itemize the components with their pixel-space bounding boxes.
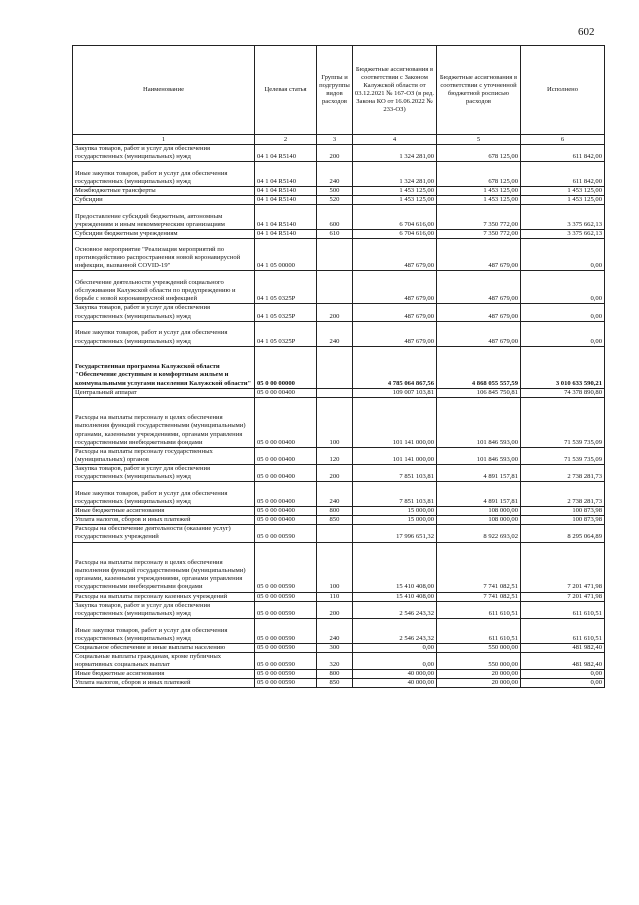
- row-target-code: 05 0 00 00590: [255, 542, 317, 592]
- row-execution: 3 375 662,13: [521, 230, 605, 239]
- table-row: [73, 346, 605, 388]
- column-index-row: [73, 135, 605, 145]
- row-name: Основное мероприятие "Реализация мероприятий по противодействию распространения новой коронавирусной инфекции, вызванной COVID-19": [73, 239, 255, 271]
- row-budget-law: 2 546 243,32: [353, 601, 437, 618]
- row-target-code: 04 1 05 0325Р: [255, 271, 317, 304]
- row-name: Иные бюджетные ассигнования: [73, 670, 255, 679]
- row-name: Субсидии бюджетным учреждениям: [73, 230, 255, 239]
- table-row: [73, 601, 605, 618]
- row-budget-refined: 4 891 157,81: [437, 464, 521, 481]
- row-name: Иные закупки товаров, работ и услуг для обеспечения государственных (муниципальных) нужд: [73, 482, 255, 507]
- row-group-code: [317, 239, 353, 271]
- row-budget-law: 40 000,00: [353, 670, 437, 679]
- row-group-code: 300: [317, 643, 353, 652]
- row-target-code: 05 0 00 00590: [255, 592, 317, 601]
- table-row: [73, 388, 605, 397]
- row-execution: 7 201 471,98: [521, 592, 605, 601]
- row-budget-law: 109 007 103,81: [353, 388, 437, 397]
- row-target-code: 04 1 04 R5140: [255, 230, 317, 239]
- row-name: Уплата налогов, сборов и иных платежей: [73, 679, 255, 688]
- row-budget-refined: 20 000,00: [437, 670, 521, 679]
- row-budget-refined: 487 679,00: [437, 239, 521, 271]
- row-budget-law: 7 851 103,81: [353, 482, 437, 507]
- row-group-code: 200: [317, 145, 353, 162]
- table-row: [73, 162, 605, 187]
- row-budget-law: 15 000,00: [353, 507, 437, 516]
- row-target-code: 05 0 00 00400: [255, 482, 317, 507]
- row-budget-law: 6 704 616,00: [353, 205, 437, 230]
- row-name: Социальное обеспечение и иные выплаты населению: [73, 643, 255, 652]
- row-execution: 100 873,98: [521, 507, 605, 516]
- row-budget-law: 101 141 000,00: [353, 397, 437, 447]
- row-target-code: 05 0 00 00400: [255, 507, 317, 516]
- row-budget-refined: 20 000,00: [437, 679, 521, 688]
- col-index: 1: [73, 135, 255, 145]
- row-group-code: 320: [317, 652, 353, 669]
- row-target-code: 04 1 04 R5140: [255, 145, 317, 162]
- row-budget-refined: 1 453 125,00: [437, 187, 521, 196]
- row-name: Государственная программа Калужской области "Обеспечение доступным и комфортным жильем и коммунальными услугами населения Калужской области": [73, 346, 255, 388]
- row-execution: 0,00: [521, 321, 605, 346]
- row-group-code: 600: [317, 205, 353, 230]
- row-name: Расходы на выплаты персоналу государственных (муниципальных) органов: [73, 447, 255, 464]
- row-budget-refined: 101 846 593,00: [437, 447, 521, 464]
- row-group-code: 610: [317, 230, 353, 239]
- row-group-code: [317, 525, 353, 542]
- row-budget-law: 487 679,00: [353, 321, 437, 346]
- row-group-code: 200: [317, 601, 353, 618]
- row-execution: 481 982,40: [521, 643, 605, 652]
- table-row: [73, 397, 605, 447]
- header-target: Целевая статья: [255, 46, 317, 135]
- row-target-code: 05 0 00 00000: [255, 346, 317, 388]
- row-budget-refined: 7 741 082,51: [437, 592, 521, 601]
- row-budget-law: 1 453 125,00: [353, 196, 437, 205]
- row-budget-law: 0,00: [353, 652, 437, 669]
- row-name: Закупка товаров, работ и услуг для обеспечения государственных (муниципальных) нужд: [73, 601, 255, 618]
- row-name: Иные закупки товаров, работ и услуг для обеспечения государственных (муниципальных) нужд: [73, 618, 255, 643]
- row-budget-refined: 8 922 693,02: [437, 525, 521, 542]
- row-target-code: 05 0 00 00400: [255, 397, 317, 447]
- row-target-code: 05 0 00 00590: [255, 652, 317, 669]
- table-row: [73, 187, 605, 196]
- row-budget-refined: 108 000,00: [437, 516, 521, 525]
- header-budget-law: Бюджетные ассигнования в соответствии с Законом Калужской области от 03.12.2021 № 167-ОЗ (в ред. Закона КО от 16.06.2022 № 233-ОЗ): [353, 46, 437, 135]
- row-name: Уплата налогов, сборов и иных платежей: [73, 516, 255, 525]
- table-row: [73, 679, 605, 688]
- row-budget-law: 487 679,00: [353, 304, 437, 321]
- row-execution: 74 378 890,80: [521, 388, 605, 397]
- row-group-code: 100: [317, 397, 353, 447]
- row-group-code: 100: [317, 542, 353, 592]
- row-execution: 481 982,40: [521, 652, 605, 669]
- row-execution: 0,00: [521, 304, 605, 321]
- header-budget-refined: Бюджетные ассигнования в соответствии с уточненной бюджетной росписью расходов: [437, 46, 521, 135]
- table-row: [73, 447, 605, 464]
- row-target-code: 04 1 05 00000: [255, 239, 317, 271]
- row-budget-law: 7 851 103,81: [353, 464, 437, 481]
- row-group-code: 500: [317, 187, 353, 196]
- row-budget-refined: 678 125,00: [437, 162, 521, 187]
- row-group-code: 850: [317, 516, 353, 525]
- table-row: [73, 482, 605, 507]
- row-budget-law: 1 324 281,00: [353, 162, 437, 187]
- row-group-code: 240: [317, 321, 353, 346]
- row-target-code: 05 0 00 00400: [255, 464, 317, 481]
- row-budget-refined: 1 453 125,00: [437, 196, 521, 205]
- row-budget-law: 2 546 243,32: [353, 618, 437, 643]
- table-row: [73, 507, 605, 516]
- row-execution: 71 539 735,09: [521, 447, 605, 464]
- row-execution: 1 453 125,00: [521, 187, 605, 196]
- row-budget-law: 487 679,00: [353, 271, 437, 304]
- row-name: Расходы на выплаты персоналу в целях обеспечения выполнения функций государственными (муниципальными) органами, казенными учреждениями, органами управления государственными внебюджетными фондами: [73, 397, 255, 447]
- row-budget-law: 0,00: [353, 643, 437, 652]
- col-index: 2: [255, 135, 317, 145]
- row-budget-refined: 101 846 593,00: [437, 397, 521, 447]
- row-target-code: 05 0 00 00400: [255, 447, 317, 464]
- row-group-code: 800: [317, 670, 353, 679]
- row-execution: 611 842,00: [521, 162, 605, 187]
- table-row: [73, 652, 605, 669]
- page-number: 602: [578, 26, 595, 38]
- table-row: [73, 321, 605, 346]
- header-group: Группы и подгруппы видов расходов: [317, 46, 353, 135]
- table-row: [73, 196, 605, 205]
- row-group-code: 520: [317, 196, 353, 205]
- row-execution: 100 873,98: [521, 516, 605, 525]
- row-group-code: 200: [317, 464, 353, 481]
- row-execution: 0,00: [521, 271, 605, 304]
- row-budget-law: 101 141 000,00: [353, 447, 437, 464]
- row-execution: 8 295 064,89: [521, 525, 605, 542]
- row-budget-law: 487 679,00: [353, 239, 437, 271]
- header-name: Наименование: [73, 46, 255, 135]
- row-execution: 0,00: [521, 239, 605, 271]
- table-row: [73, 239, 605, 271]
- row-budget-refined: 678 125,00: [437, 145, 521, 162]
- row-execution: 7 201 471,98: [521, 542, 605, 592]
- table-row: [73, 230, 605, 239]
- col-index: 3: [317, 135, 353, 145]
- row-name: Центральный аппарат: [73, 388, 255, 397]
- row-budget-law: 1 453 125,00: [353, 187, 437, 196]
- table-row: [73, 271, 605, 304]
- table-row: [73, 464, 605, 481]
- row-target-code: 04 1 04 R5140: [255, 196, 317, 205]
- row-budget-refined: 550 000,00: [437, 652, 521, 669]
- row-target-code: 05 0 00 00590: [255, 601, 317, 618]
- row-budget-law: 15 000,00: [353, 516, 437, 525]
- table-row: [73, 304, 605, 321]
- row-name: Закупка товаров, работ и услуг для обеспечения государственных (муниципальных) нужд: [73, 304, 255, 321]
- row-budget-refined: 487 679,00: [437, 304, 521, 321]
- row-name: Расходы на выплаты персоналу казенных учреждений: [73, 592, 255, 601]
- row-name: Социальные выплаты гражданам, кроме публичных нормативных социальных выплат: [73, 652, 255, 669]
- row-budget-refined: 611 610,51: [437, 618, 521, 643]
- row-target-code: 04 1 05 0325Р: [255, 321, 317, 346]
- table-row: [73, 516, 605, 525]
- row-name: Обеспечение деятельности учреждений социального обслуживания Калужской области по предупреждению и борьбе с новой коронавирусной инфекцией: [73, 271, 255, 304]
- row-execution: 2 738 281,73: [521, 482, 605, 507]
- table-header-row: [73, 46, 605, 135]
- row-budget-refined: 108 000,00: [437, 507, 521, 516]
- row-name: Расходы на обеспечение деятельности (оказание услуг) государственных учреждений: [73, 525, 255, 542]
- table-row: [73, 670, 605, 679]
- row-group-code: 850: [317, 679, 353, 688]
- row-budget-law: 40 000,00: [353, 679, 437, 688]
- row-target-code: 05 0 00 00590: [255, 670, 317, 679]
- row-name: Межбюджетные трансферты: [73, 187, 255, 196]
- col-index: 6: [521, 135, 605, 145]
- row-target-code: 05 0 00 00590: [255, 525, 317, 542]
- budget-table: [72, 45, 605, 688]
- row-execution: 71 539 735,09: [521, 397, 605, 447]
- row-budget-refined: 4 868 055 557,59: [437, 346, 521, 388]
- row-name: Иные закупки товаров, работ и услуг для обеспечения государственных (муниципальных) нужд: [73, 162, 255, 187]
- row-budget-refined: 7 350 772,00: [437, 230, 521, 239]
- row-group-code: 120: [317, 447, 353, 464]
- row-target-code: 05 0 00 00590: [255, 679, 317, 688]
- row-execution: 1 453 125,00: [521, 196, 605, 205]
- row-execution: 0,00: [521, 679, 605, 688]
- row-name: Закупка товаров, работ и услуг для обеспечения государственных (муниципальных) нужд: [73, 145, 255, 162]
- row-name: Закупка товаров, работ и услуг для обеспечения государственных (муниципальных) нужд: [73, 464, 255, 481]
- row-budget-law: 17 996 651,32: [353, 525, 437, 542]
- row-execution: 611 610,51: [521, 618, 605, 643]
- row-budget-refined: 487 679,00: [437, 271, 521, 304]
- row-group-code: 240: [317, 618, 353, 643]
- row-name: Иные закупки товаров, работ и услуг для обеспечения государственных (муниципальных) нужд: [73, 321, 255, 346]
- row-target-code: 05 0 00 00590: [255, 643, 317, 652]
- col-index: 5: [437, 135, 521, 145]
- row-group-code: 240: [317, 482, 353, 507]
- row-target-code: 05 0 00 00400: [255, 516, 317, 525]
- row-execution: 0,00: [521, 670, 605, 679]
- row-group-code: 200: [317, 304, 353, 321]
- table-row: [73, 145, 605, 162]
- row-execution: 3 375 662,13: [521, 205, 605, 230]
- row-execution: 611 610,51: [521, 601, 605, 618]
- row-budget-refined: 550 000,00: [437, 643, 521, 652]
- table-row: [73, 643, 605, 652]
- row-budget-refined: 611 610,51: [437, 601, 521, 618]
- row-group-code: [317, 346, 353, 388]
- row-name: Расходы на выплаты персоналу в целях обеспечения выполнения функций государственными (муниципальными) органами, казенными учреждениями, органами управления государственными внебюджетными фондами: [73, 542, 255, 592]
- row-group-code: 800: [317, 507, 353, 516]
- row-execution: 3 010 633 590,21: [521, 346, 605, 388]
- table-row: [73, 205, 605, 230]
- row-target-code: 05 0 00 00400: [255, 388, 317, 397]
- row-target-code: 04 1 04 R5140: [255, 162, 317, 187]
- row-budget-law: 15 410 408,00: [353, 542, 437, 592]
- row-budget-law: 1 324 281,00: [353, 145, 437, 162]
- table-row: [73, 592, 605, 601]
- row-name: Предоставление субсидий бюджетным, автономным учреждениям и иным некоммерческим организациям: [73, 205, 255, 230]
- row-budget-refined: 4 891 157,81: [437, 482, 521, 507]
- row-budget-refined: 7 350 772,00: [437, 205, 521, 230]
- row-group-code: 240: [317, 162, 353, 187]
- col-index: 4: [353, 135, 437, 145]
- row-budget-law: 6 704 616,00: [353, 230, 437, 239]
- row-name: Иные бюджетные ассигнования: [73, 507, 255, 516]
- row-target-code: 04 1 05 0325Р: [255, 304, 317, 321]
- row-group-code: [317, 388, 353, 397]
- row-budget-refined: 106 845 750,81: [437, 388, 521, 397]
- table-row: [73, 525, 605, 542]
- row-budget-law: 15 410 408,00: [353, 592, 437, 601]
- table-body: [73, 145, 605, 688]
- row-budget-law: 4 785 064 867,56: [353, 346, 437, 388]
- row-group-code: 110: [317, 592, 353, 601]
- row-budget-refined: 487 679,00: [437, 321, 521, 346]
- row-target-code: 05 0 00 00590: [255, 618, 317, 643]
- header-execution: Исполнено: [521, 46, 605, 135]
- row-execution: 2 738 281,73: [521, 464, 605, 481]
- row-target-code: 04 1 04 R5140: [255, 205, 317, 230]
- row-execution: 611 842,00: [521, 145, 605, 162]
- table-row: [73, 618, 605, 643]
- row-name: Субсидии: [73, 196, 255, 205]
- row-budget-refined: 7 741 082,51: [437, 542, 521, 592]
- row-group-code: [317, 271, 353, 304]
- row-target-code: 04 1 04 R5140: [255, 187, 317, 196]
- table-row: [73, 542, 605, 592]
